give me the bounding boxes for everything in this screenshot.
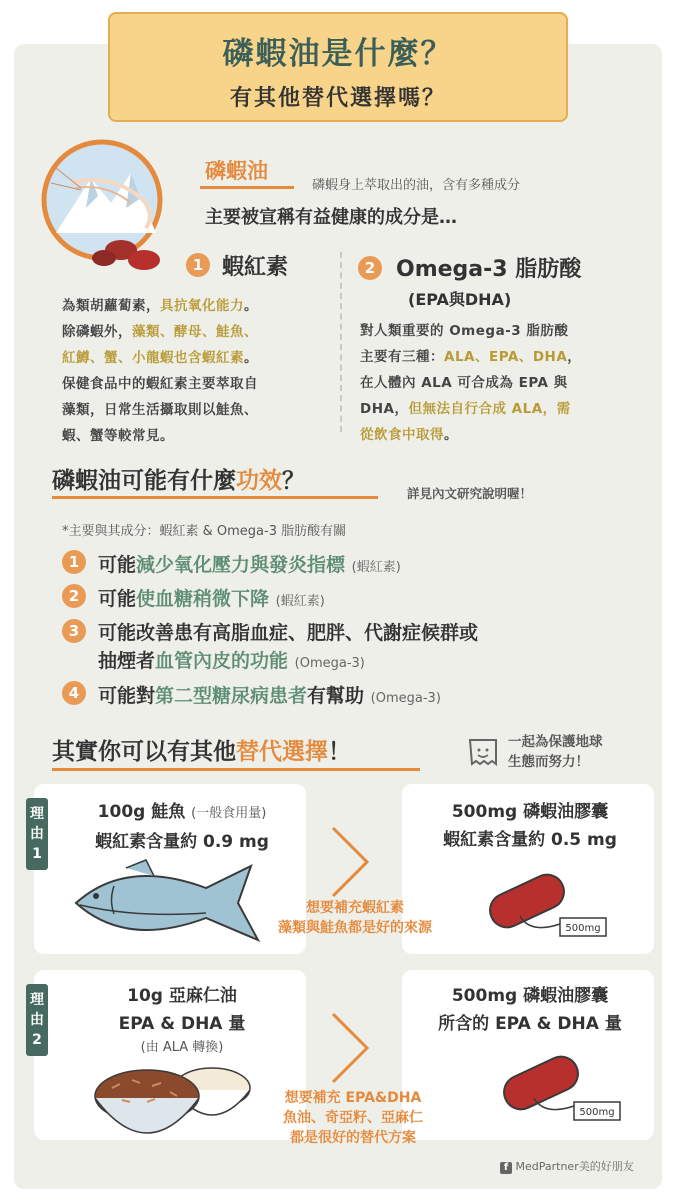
reason-1-note: 想要補充蝦紅素 藻類與鮭魚都是好的來源 bbox=[278, 900, 432, 936]
capsule-2-label: 500mg bbox=[579, 1107, 615, 1118]
page-title: 磷蝦油是什麼？ bbox=[222, 36, 454, 72]
component-2-number: 2 bbox=[358, 256, 382, 280]
intro-lead: 主要被宣稱有益健康的成分是… bbox=[205, 207, 457, 228]
component-1-description: 為類胡蘿蔔素，具抗氧化能力。 除磷蝦外，藻類、酵母、鮭魚、 紅鱒、蟹、小龍蝦也含蝦紅素。 保健食品中的蝦紅素主要萃取自 藻類，日常生活攝取則以鮭魚、 蝦、蟹等較常見。 bbox=[62, 298, 258, 444]
effect-2-number: 2 bbox=[62, 584, 86, 608]
intro-definition: 磷蝦身上萃取出的油，含有多種成分 bbox=[312, 178, 521, 193]
reason-1-tag: 理 由 1 bbox=[26, 798, 48, 870]
chevron-right-icon bbox=[325, 822, 375, 902]
paper-bag-icon bbox=[466, 737, 500, 769]
reason-2-left-text: 10g 亞麻仁油 EPA & DHA 量 (由 ALA 轉換) bbox=[118, 986, 246, 1055]
capsule-1-label: 500mg bbox=[565, 923, 601, 934]
alternatives-title-underline bbox=[52, 768, 420, 771]
effects-title: 磷蝦油可能有什麼功效？ bbox=[52, 468, 305, 494]
alternatives-side-note: 一起為保護地球 生態而努力！ bbox=[508, 734, 603, 770]
alternatives-title: 其實你可以有其他替代選擇！ bbox=[52, 739, 351, 765]
effect-4-number: 4 bbox=[62, 681, 86, 705]
component-2-description: 對人類重要的 Omega-3 脂肪酸 主要有三種：ALA、EPA、DHA， 在人體內 ALA 可合成為 EPA 與 DHA，但無法自行合成 ALA，需 從飲食中取得。 bbox=[360, 323, 582, 443]
reason-1-left-text: 100g 鮭魚 (一般食用量) 蝦紅素含量約 0.9 mg bbox=[95, 802, 269, 852]
reason-1-right-text: 500mg 磷蝦油膠囊 蝦紅素含量約 0.5 mg bbox=[443, 802, 617, 850]
effects-side-note: 詳見內文研究說明喔！ bbox=[407, 486, 533, 501]
component-1-number: 1 bbox=[186, 253, 210, 277]
chevron-right-icon-2 bbox=[325, 1008, 375, 1088]
capsule-2-illustration bbox=[494, 1050, 624, 1130]
page-subtitle: 有其他替代選擇嗎？ bbox=[229, 86, 446, 111]
effect-2: 可能使血糖稍微下降 (蝦紅素) bbox=[98, 588, 325, 610]
facebook-icon: f bbox=[500, 1162, 512, 1174]
capsule-1-illustration bbox=[480, 868, 610, 948]
effect-4: 可能對第二型糖尿病患者有幫助 (Omega-3) bbox=[98, 685, 441, 707]
reason-2-note: 想要補充 EPA&DHA 魚油、奇亞籽、亞麻仁 都是很好的替代方案 bbox=[283, 1090, 423, 1146]
salmon-illustration bbox=[66, 858, 266, 948]
reason-2-tag: 理 由 2 bbox=[26, 984, 48, 1056]
component-2-name: Omega-3 脂肪酸 bbox=[396, 257, 582, 282]
intro-term: 磷蝦油 bbox=[205, 159, 268, 183]
effect-1-number: 1 bbox=[62, 550, 86, 574]
footer-brand[interactable]: f MedPartner美的好朋友 bbox=[500, 1158, 634, 1174]
reason-2-right-text: 500mg 磷蝦油膠囊 所含的 EPA & DHA 量 bbox=[438, 986, 622, 1034]
title-banner bbox=[108, 12, 568, 122]
flaxseed-bowls-illustration bbox=[92, 1058, 262, 1148]
component-divider bbox=[340, 252, 342, 432]
effects-title-underline bbox=[52, 496, 378, 499]
effect-1: 可能減少氧化壓力與發炎指標 (蝦紅素) bbox=[98, 554, 401, 576]
intro-term-underline bbox=[200, 186, 294, 189]
component-1-name: 蝦紅素 bbox=[222, 255, 289, 280]
effects-footnote: *主要與其成分：蝦紅素 & Omega-3 脂肪酸有關 bbox=[62, 524, 347, 539]
krill-illustration bbox=[36, 138, 186, 278]
component-2-sub: (EPA與DHA) bbox=[408, 290, 512, 309]
effect-3: 可能改善患有高脂血症、肥胖、代謝症候群或 抽煙者血管內皮的功能 (Omega-3) bbox=[98, 622, 479, 672]
effect-3-number: 3 bbox=[62, 619, 86, 643]
